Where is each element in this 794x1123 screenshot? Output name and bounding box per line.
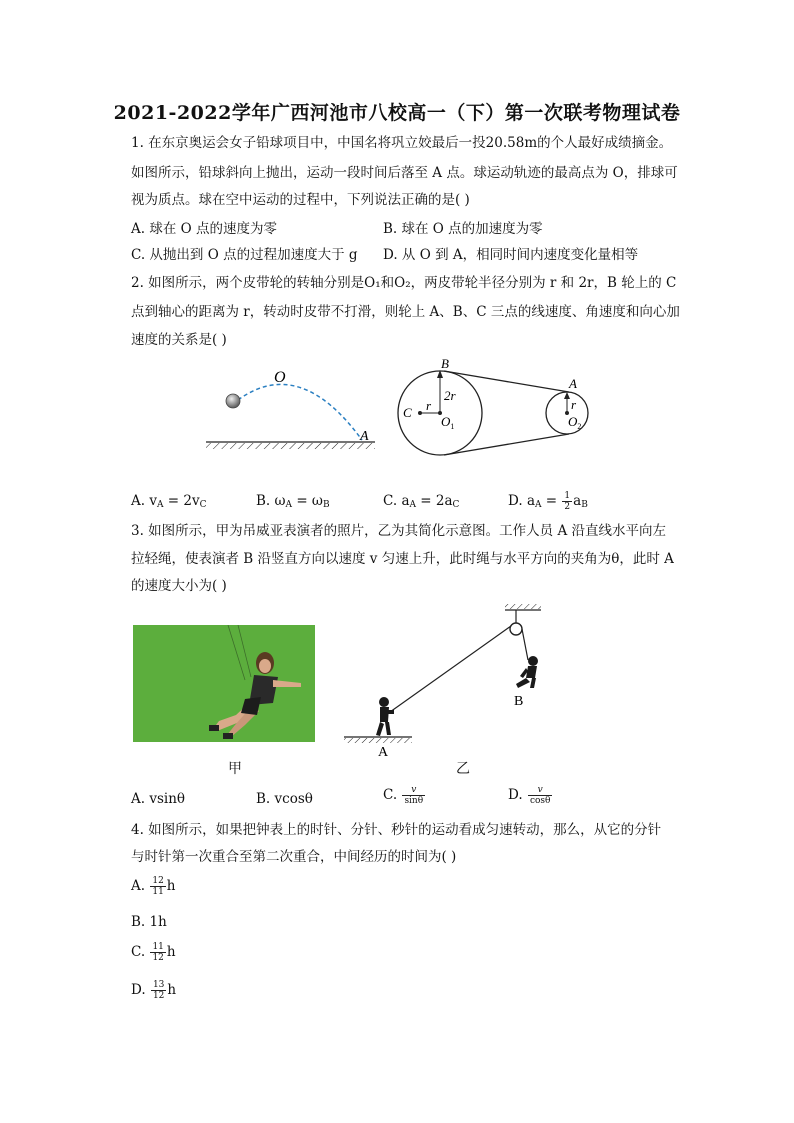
q2-option-b: B. $\omega_A = \omega_B$ xyxy=(256,493,330,510)
q4-option-c: C. $\frac{11}{12}$ h xyxy=(131,942,176,963)
q1-option-b: B. 球在 O 点的加速度为零 xyxy=(383,221,543,237)
floor-hatch xyxy=(344,738,412,743)
ceiling-hatch xyxy=(505,604,541,609)
label-b-performer: B xyxy=(514,694,524,709)
pulley-wheel xyxy=(510,623,522,635)
label-c: C xyxy=(403,405,412,420)
q3-option-b: B. vcosθ xyxy=(256,791,313,807)
label-2r: 2r xyxy=(444,388,456,403)
q2-option-a: A. $v_A = 2v_C$ xyxy=(131,493,207,510)
pulley-figure xyxy=(395,358,595,468)
q2-option-c: C. $a_A = 2a_C$ xyxy=(383,493,460,510)
q1-line-1: 1. 在东京奥运会女子铅球项目中，中国名将巩立姣最后一投20.58m的个人最好成绩摘金。 xyxy=(131,135,673,151)
rope-pulley-figure xyxy=(340,602,550,772)
label-a-ground: A xyxy=(360,429,369,444)
q4-line-1: 4. 如图所示，如果把钟表上的时针、分针、秒针的运动看成匀速转动，那么，从它的分针 xyxy=(131,822,662,838)
label-o2: $O_2$ xyxy=(568,414,582,431)
q1-line-3: 视为质点。球在空中运动的过程中，下列说法正确的是( ) xyxy=(131,192,470,208)
arrow-a xyxy=(564,392,570,399)
q4-option-b: B. 1h xyxy=(131,914,167,930)
q3-line-2: 拉轻绳，使表演者 B 沿竖直方向以速度 v 匀速上升，此时绳与水平方向的夹角为θ，此时 A xyxy=(131,551,674,567)
q3-option-c: C. $\frac{v}{\sin\theta}$ xyxy=(383,785,424,806)
q4-option-a: A. $\frac{12}{11}$ h xyxy=(131,876,176,897)
q1-line-2: 如图所示，铅球斜向上抛出，运动一段时间后落至 A 点。球运动轨迹的最高点为 O，排球可 xyxy=(131,165,678,181)
rope-angled xyxy=(390,626,511,712)
ground-hatch xyxy=(206,443,375,449)
label-a-worker: A xyxy=(378,745,389,760)
q2-option-d: D. $a_A$ = $\frac{1}{2}$ $a_B$ xyxy=(508,491,588,512)
label-b: B xyxy=(441,356,449,371)
q4-line-2: 与时针第一次重合至第二次重合，中间经历的时间为( ) xyxy=(131,849,457,865)
ball-icon xyxy=(226,394,240,408)
q4-option-d: D. $\frac{13}{12}$ h xyxy=(131,980,177,1001)
q3-option-d: D. $\frac{v}{\cos\theta}$ xyxy=(508,785,551,806)
label-o1: $O_1$ xyxy=(441,414,455,431)
label-o: O xyxy=(274,369,286,386)
rope-vertical xyxy=(522,629,528,660)
q2-line-1: 2. 如图所示，两个皮带轮的转轴分别是O₁和O₂，两皮带轮半径分别为 r 和 2r，B 轮上的 C xyxy=(131,275,677,291)
caption-jia: 甲 xyxy=(228,761,242,777)
q1-option-d: D. 从 O 到 A，相同时间内速度变化量相等 xyxy=(383,247,639,263)
q3-line-1: 3. 如图所示，甲为吊威亚表演者的照片，乙为其简化示意图。工作人员 A 沿直线水平向左 xyxy=(131,523,667,539)
q2-line-2: 点到轴心的距离为 r，转动时皮带不打滑，则轮上 A、B、C 三点的线速度、角速度和向心加 xyxy=(131,304,680,320)
caption-yi: 乙 xyxy=(456,761,470,777)
projectile-figure xyxy=(200,360,380,460)
worker-a-icon xyxy=(376,697,394,736)
q3-option-a: A. vsinθ xyxy=(131,791,186,807)
q3-line-3: 的速度大小为( ) xyxy=(131,578,227,594)
label-a-wheel: A xyxy=(569,376,577,391)
label-r2: r xyxy=(571,397,577,412)
trajectory-curve xyxy=(238,384,362,440)
point-c xyxy=(418,411,422,415)
performer-b-icon xyxy=(516,656,538,688)
q2-line-3: 速度的关系是( ) xyxy=(131,332,227,348)
belt-bottom xyxy=(444,434,569,455)
label-r: r xyxy=(426,398,432,413)
q1-option-a: A. 球在 O 点的速度为零 xyxy=(131,221,277,237)
q1-option-c: C. 从抛出到 O 点的过程加速度大于 g xyxy=(131,247,358,263)
page-title: 2021-2022学年广西河池市八校高一（下）第一次联考物理试卷 xyxy=(113,102,681,124)
performer-photo xyxy=(133,625,315,742)
belt-top xyxy=(444,371,569,392)
